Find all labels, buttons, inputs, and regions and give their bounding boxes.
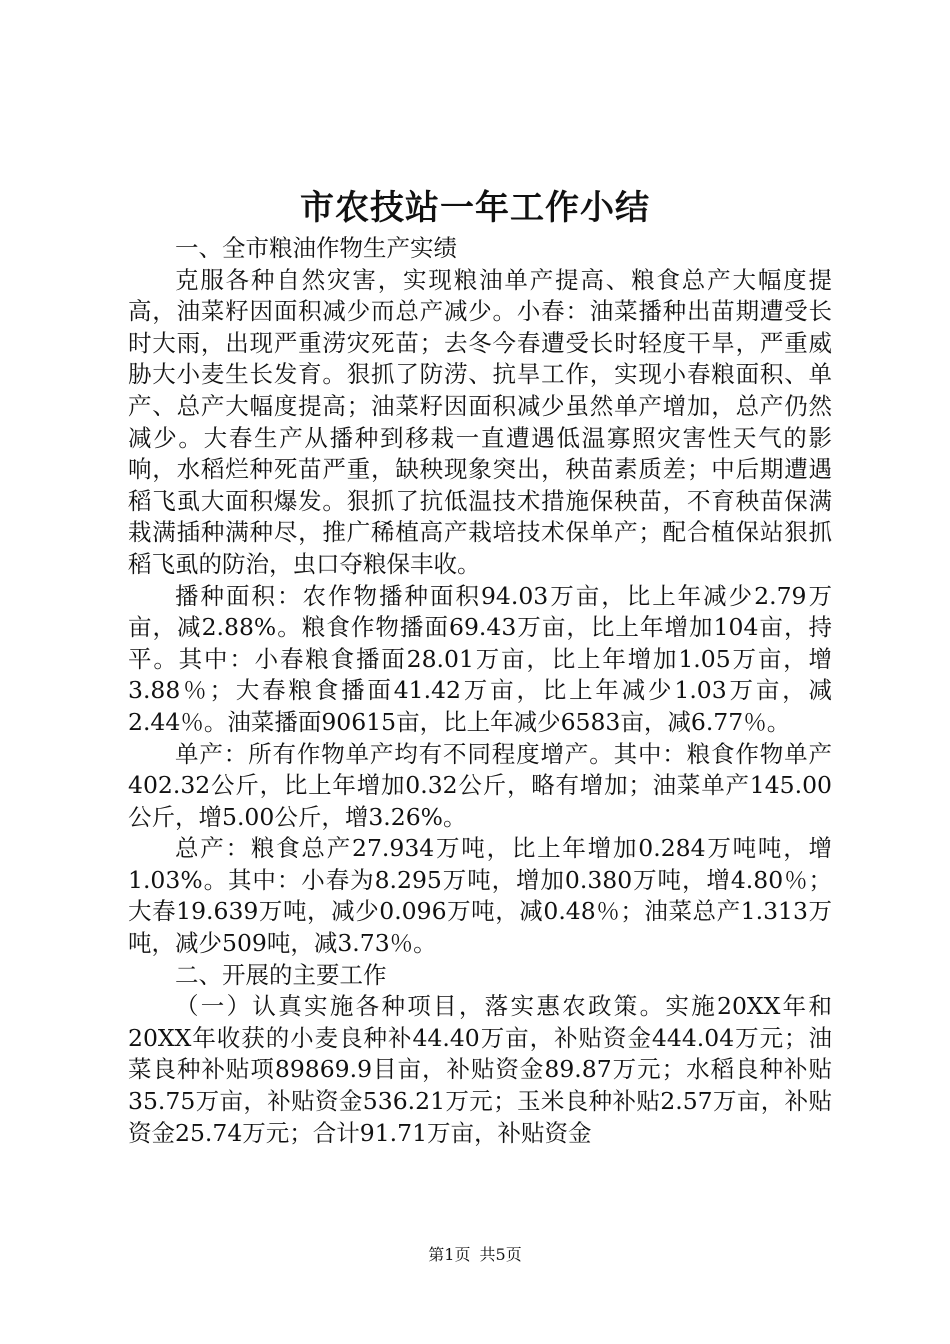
body-paragraph: 克服各种自然灾害，实现粮油单产提高、粮食总产大幅度提高，油菜籽因面积减少而总产减少。小春：油菜播种出苗期遭受长时大雨，出现严重涝灾死苗；去冬今春遭受长时轻度干旱，严重威胁大小麦生长发育。狠抓了防涝、抗旱工作，实现小春粮面积、单产、总产大幅度提高；油菜籽因面积减少虽然单产增加，总产仍然减少。大春生产从播种到移栽一直遭遇低温寡照灾害性天气的影响，水稻烂种死苗严重，缺秧现象突出，秧苗素质差；中后期遭遇稻飞虱大面积爆发。狠抓了抗低温技术措施保秧苗，不育秧苗保满栽满插种满种尽，推广稀植高产栽培技术保单产；配合植保站狠抓稻飞虱的防治，虫口夺粮保丰收。	[128, 265, 832, 578]
document-title: 市农技站一年工作小结	[300, 188, 650, 228]
body-paragraph: 播种面积：农作物播种面积94.03万亩，比上年减少2.79万亩，减2.88%。粮食作物播面69.43万亩，比上年增加104亩，持平。其中：小春粮食播面28.01万亩，比上年增加1.05万亩，增3.88％；大春粮食播面41.42万亩，比上年减少1.03万亩，减2.44％。油菜播面90615亩，比上年减少6583亩，减6.77％。	[128, 581, 832, 736]
body-paragraph: 单产：所有作物单产均有不同程度增产。其中：粮食作物单产402.32公斤，比上年增加0.32公斤，略有增加；油菜单产145.00公斤，增5.00公斤，增3.26%。	[128, 739, 832, 831]
page-number: 第1页	[428, 1245, 471, 1264]
document-body	[128, 233, 832, 1149]
body-paragraph: 总产：粮食总产27.934万吨，比上年增加0.284万吨吨，增1.03%。其中：小春为8.295万吨，增加0.380万吨，增4.80％；大春19.639万吨，减少0.096万吨，减0.48％；油菜总产1.313万吨，减少509吨，减3.73％。	[128, 834, 832, 958]
section-heading: 二、开展的主要工作	[175, 960, 387, 989]
section-heading: 一、全市粮油作物生产实绩	[175, 234, 457, 262]
page-footer	[0, 1244, 950, 1266]
page-total: 共5页	[479, 1245, 522, 1264]
body-paragraph: （一）认真实施各种项目，落实惠农政策。实施20XX年和20XX年收获的小麦良种补44.40万亩，补贴资金444.04万元；油菜良种补贴项89869.9目亩，补贴资金89.87万元；水稻良种补贴35.75万亩，补贴资金536.21万元；玉米良种补贴2.57万亩，补贴资金25.74万元；合计91.71万亩，补贴资金	[128, 992, 832, 1147]
